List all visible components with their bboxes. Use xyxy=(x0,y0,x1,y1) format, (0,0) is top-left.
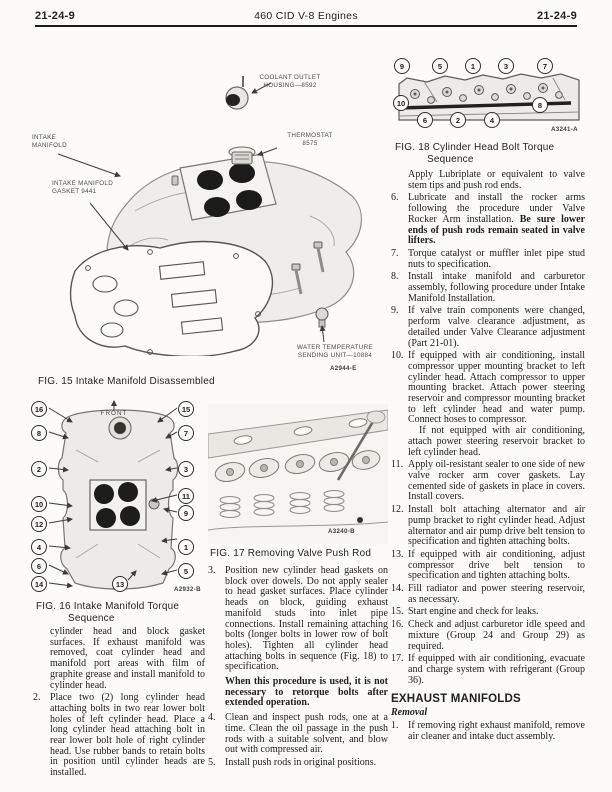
item-text: Place two (2) long cylinder head attaching bolts in two rear lower bolt holes of left cylinder head. Place a long cylinder head attaching bolt in rear lower bolt hole of right cylinder head. Use rubber bands to retain bolts in position until cylinder heads are installed. xyxy=(50,692,205,779)
middle-column-text xyxy=(208,566,388,771)
list-item xyxy=(391,351,585,426)
list-item xyxy=(391,550,585,582)
item-number: 6. xyxy=(391,192,399,204)
item-number: 15. xyxy=(391,606,404,618)
torque-seq-number: 3 xyxy=(498,58,514,74)
torque-seq-number: 7 xyxy=(178,425,194,441)
item-text: Install intake manifold and carburetor assembly, following procedure under Intake Manifold Installation. xyxy=(408,271,585,304)
item-number: 17. xyxy=(391,653,404,665)
front-direction-label: FRONT xyxy=(100,410,128,417)
list-item xyxy=(391,249,585,270)
callout-temp-sending-unit: WATER TEMPERATURE SENDING UNIT—10884 xyxy=(297,344,373,359)
list-item xyxy=(208,758,388,769)
torque-seq-number: 8 xyxy=(31,425,47,441)
list-item xyxy=(391,505,585,548)
figure-18 xyxy=(393,56,585,168)
item-number: 14. xyxy=(391,583,404,595)
bold-note: When this procedure is used, it is not necessary to retorque bolts after extended operation. xyxy=(225,676,388,709)
torque-seq-number: 4 xyxy=(31,539,47,555)
list-item xyxy=(391,620,585,652)
torque-seq-number: 6 xyxy=(417,112,433,128)
section-heading: EXHAUST MANIFOLDS xyxy=(391,693,521,706)
paragraph: Apply Lubriplate or equivalent to valve stem tips and push rod ends. xyxy=(408,169,585,191)
fig18-code: A3241-A xyxy=(551,126,578,133)
list-item xyxy=(391,654,585,686)
torque-seq-number: 14 xyxy=(31,576,47,592)
item-text: Torque catalyst or muffler inlet pipe stud nuts to specification. xyxy=(408,247,585,270)
item-number: 7. xyxy=(391,247,399,259)
paragraph: cylinder head and block gasket surfaces. If exhaust manifold was removed, coat cylinder head and manifold port areas with film of graphite grease and install manifold to cylinder head. xyxy=(50,626,205,691)
item-number: 1. xyxy=(391,720,399,732)
item-text: Lubricate and install the rocker arms following the procedure under Valve Rocker Arm installation. Be sure lower ends of push rods remain seated in valve lifters. xyxy=(408,192,586,247)
item-text: Position new cylinder head gaskets on block over dowels. Do not apply sealer to head gasket surfaces. Place cylinder heads on block, guiding exhaust manifold studs into inlet pipe connections. Install remaining attaching bolts (longer bolts in lower row of bolt holes). Tighten all cylinder head attaching bolts in sequence (Fig. 18) to specification. xyxy=(225,565,388,673)
torque-seq-number: 16 xyxy=(31,401,47,417)
list-item xyxy=(208,566,388,673)
list-item xyxy=(391,584,585,605)
callout-intake-manifold: INTAKE MANIFOLD xyxy=(32,134,67,149)
torque-seq-number: 8 xyxy=(532,97,548,113)
right-column-text xyxy=(391,170,585,744)
fig18-caption-line1: FIG. 18 Cylinder Head Bolt Torque xyxy=(395,142,555,153)
fig16-caption-line2: Sequence xyxy=(68,613,115,624)
list-item xyxy=(33,693,205,779)
fig16-caption-line1: FIG. 16 Intake Manifold Torque xyxy=(36,601,180,612)
page-title: 460 CID V-8 Engines xyxy=(254,10,358,22)
item-number: 8. xyxy=(391,271,399,283)
fig17-caption: FIG. 17 Removing Valve Push Rod xyxy=(210,548,372,559)
item-text: Fill radiator and power steering reservoir, as necessary. xyxy=(408,583,585,605)
item-number: 3. xyxy=(208,565,216,576)
left-column-text xyxy=(33,627,205,781)
list-item xyxy=(391,607,585,618)
torque-seq-number: 5 xyxy=(178,563,194,579)
page-number-left: 21-24-9 xyxy=(35,10,76,22)
torque-seq-number: 10 xyxy=(393,95,409,111)
callout-coolant-outlet: COOLANT OUTLET HOUSING—8592 xyxy=(259,74,321,89)
page-number-right: 21-24-9 xyxy=(536,10,577,22)
fig15-code: A2944-E xyxy=(330,365,357,372)
item-text: Install push rods in original positions. xyxy=(225,756,377,768)
torque-seq-number: 1 xyxy=(465,58,481,74)
list-item xyxy=(391,721,585,742)
item-number: 5. xyxy=(208,756,216,768)
fig15-caption: FIG. 15 Intake Manifold Disassembled xyxy=(38,376,215,387)
torque-seq-number: 5 xyxy=(432,58,448,74)
callout-manifold-gasket: INTAKE MANIFOLD GASKET 9441 xyxy=(52,180,114,195)
item-number: 4. xyxy=(208,712,216,724)
bold-note: Be sure lower ends of push rods remain seated in valve lifters. xyxy=(408,213,586,247)
torque-seq-number: 1 xyxy=(178,539,194,555)
item-number: 11. xyxy=(391,459,404,471)
torque-seq-number: 11 xyxy=(178,488,194,504)
item-text: Install bolt attaching alternator and air pump bracket to right cylinder head. Adjust alternator and air pump drive belt tension to specification and tighten attaching bolts. xyxy=(408,504,585,548)
list-item xyxy=(391,272,585,304)
list-item xyxy=(391,460,585,503)
fig16-code: A2932-B xyxy=(174,586,201,593)
list-item xyxy=(391,306,585,349)
item-number: 9. xyxy=(391,305,399,317)
item-text: If removing right exhaust manifold, remove air cleaner and intake duct assembly. xyxy=(408,720,585,742)
item-number: 2. xyxy=(33,692,41,704)
item-text: If equipped with air conditioning, install compressor upper mounting bracket to left cylinder head. Attach compressor to upper mounting bracket. Attach power steering reservoir and compressor mounting bracket to left cylinder head and water pump. Connect hoses to compressor. xyxy=(408,350,585,426)
item-text: Start engine and check for leaks. xyxy=(408,606,539,618)
torque-seq-number: 2 xyxy=(450,112,466,128)
torque-seq-number: 13 xyxy=(112,576,128,592)
fig17-code: A3240-B xyxy=(328,528,355,535)
item-text: Check and adjust carburetor idle speed and mixture (Group 24 and Group 29) as required. xyxy=(408,619,585,652)
fig17-push-rod-photo-art xyxy=(208,404,388,544)
torque-seq-number: 12 xyxy=(31,516,47,532)
item-text: If equipped with air conditioning, adjust compressor drive belt tension to specification and tighten attaching bolts. xyxy=(408,548,585,582)
torque-seq-number: 4 xyxy=(484,112,500,128)
sub-heading: Removal xyxy=(391,707,428,719)
fig15-exploded-view-art xyxy=(30,56,382,356)
sub-paragraph: If not equipped with air conditioning, attach power steering reservoir bracket to left cylinder head. xyxy=(408,425,585,458)
callout-thermostat: THERMOSTAT 8575 xyxy=(287,132,333,147)
item-text: If valve train components were changed, perform valve clearance adjustment, as detailed under Valve Clearance adjustment (Part 21-01). xyxy=(408,305,585,349)
item-number: 16. xyxy=(391,619,404,631)
torque-seq-number: 2 xyxy=(31,461,47,477)
item-number: 13. xyxy=(391,548,404,560)
torque-seq-number: 9 xyxy=(178,505,194,521)
item-number: 12. xyxy=(391,504,404,516)
item-text: If equipped with air conditioning, evacuate and charge system with refrigerant (Group 36). xyxy=(408,653,585,686)
figure-15 xyxy=(30,56,382,392)
item-number: 10. xyxy=(391,350,404,362)
torque-seq-number: 7 xyxy=(537,58,553,74)
torque-seq-number: 6 xyxy=(31,558,47,574)
torque-seq-number: 3 xyxy=(178,461,194,477)
torque-seq-number: 9 xyxy=(394,58,410,74)
fig18-caption-line2: Sequence xyxy=(427,154,474,165)
figure-17 xyxy=(208,404,388,562)
item-text: Clean and inspect push rods, one at a time. Clean the oil passage in the push rods with a suitable solvent, and blow out with compressed air. xyxy=(225,712,388,756)
figure-16 xyxy=(28,398,206,630)
list-item xyxy=(391,193,585,247)
page-header xyxy=(35,10,577,27)
torque-seq-number: 15 xyxy=(178,401,194,417)
item-text: Apply oil-resistant sealer to one side of new valve rocker arm cover gaskets. Lay cemented side of gaskets in place in covers. Install covers. xyxy=(408,459,585,503)
torque-seq-number: 10 xyxy=(31,496,47,512)
list-item xyxy=(208,713,388,756)
